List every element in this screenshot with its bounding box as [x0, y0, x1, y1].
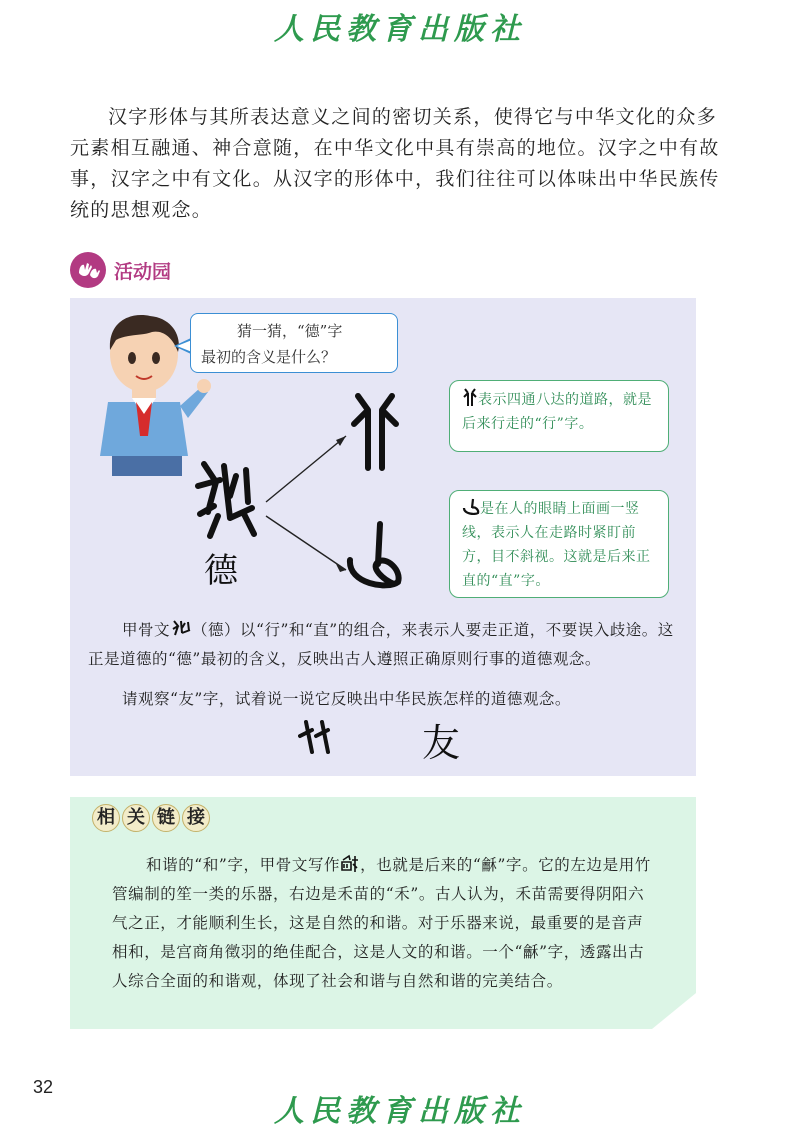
related-link-title	[92, 804, 212, 832]
speech-line-2: 最初的含义是什么？	[201, 348, 337, 366]
de-character: 德	[204, 551, 238, 591]
you-character: 友	[422, 721, 461, 765]
small-xing-glyph	[462, 387, 478, 407]
speech-bubble	[190, 313, 398, 373]
speech-line-1: 猜一猜，“德”字	[237, 322, 343, 340]
small-zhi-glyph	[462, 498, 480, 516]
activity-heading	[70, 252, 171, 288]
oracle-xing-glyph	[350, 392, 402, 472]
page-number: 32	[33, 1077, 54, 1097]
oracle-zhi-glyph	[344, 520, 404, 592]
related-link-paragraph: 和谐的“和”字，甲骨文写作 ，也就是后来的“龢”字。它的左边是用竹管编制的笙一类的乐器，右边是禾苗的“禾”。古人认为，禾苗需要得阴阳六气之正，才能顺利生长，这是自然的和谐。对于乐器来说，最重要的是音声相和，是宫商角徵羽的绝佳配合，这是人文的和谐。一个“龢”字，透露出古人综合全面的和谐观，体现了社会和谐与自然和谐的完美结合。	[112, 856, 651, 990]
note-xing: 表示四通八达的道路，就是后来行走的“行”字。	[449, 380, 669, 452]
inline-he-glyph	[340, 854, 360, 874]
link-title-char-1: 相	[92, 804, 120, 832]
link-title-char-2: 关	[122, 804, 150, 832]
intro-paragraph: 汉字形体与其所表达意义之间的密切关系，使得它与中华文化的众多元素相互融通、神合意随，在中华文化中具有崇高的地位。汉字之中有故事，汉字之中有文化。从汉字的形体中，我们往往可以体味出中华民族传统的思想观念。	[70, 106, 720, 221]
publisher-header: 人民教育出版社	[274, 12, 526, 47]
oracle-you-glyph	[298, 718, 336, 758]
oracle-de-glyph	[190, 456, 260, 540]
hands-icon	[70, 252, 106, 288]
publisher-footer: 人民教育出版社	[274, 1094, 526, 1129]
question-paragraph: 请观察“友”字，试着说一说它反映出中华民族怎样的道德观念。	[122, 690, 571, 708]
page-fold-corner	[652, 993, 696, 1029]
inline-de-glyph	[170, 619, 192, 639]
note-zhi: 是在人的眼睛上面画一竖线，表示人在走路时紧盯前方，目不斜视。这就是后来正直的“直”字。	[449, 490, 669, 598]
link-title-char-3: 链	[152, 804, 180, 832]
explanation-paragraph: 甲骨文 （德）以“行”和“直”的组合，来表示人要走正道，不要误入歧途。这正是道德的“德”最初的含义，反映出古人遵照正确原则行事的道德观念。	[88, 621, 674, 668]
link-title-char-4: 接	[182, 804, 210, 832]
activity-title: 活动园	[114, 260, 172, 283]
